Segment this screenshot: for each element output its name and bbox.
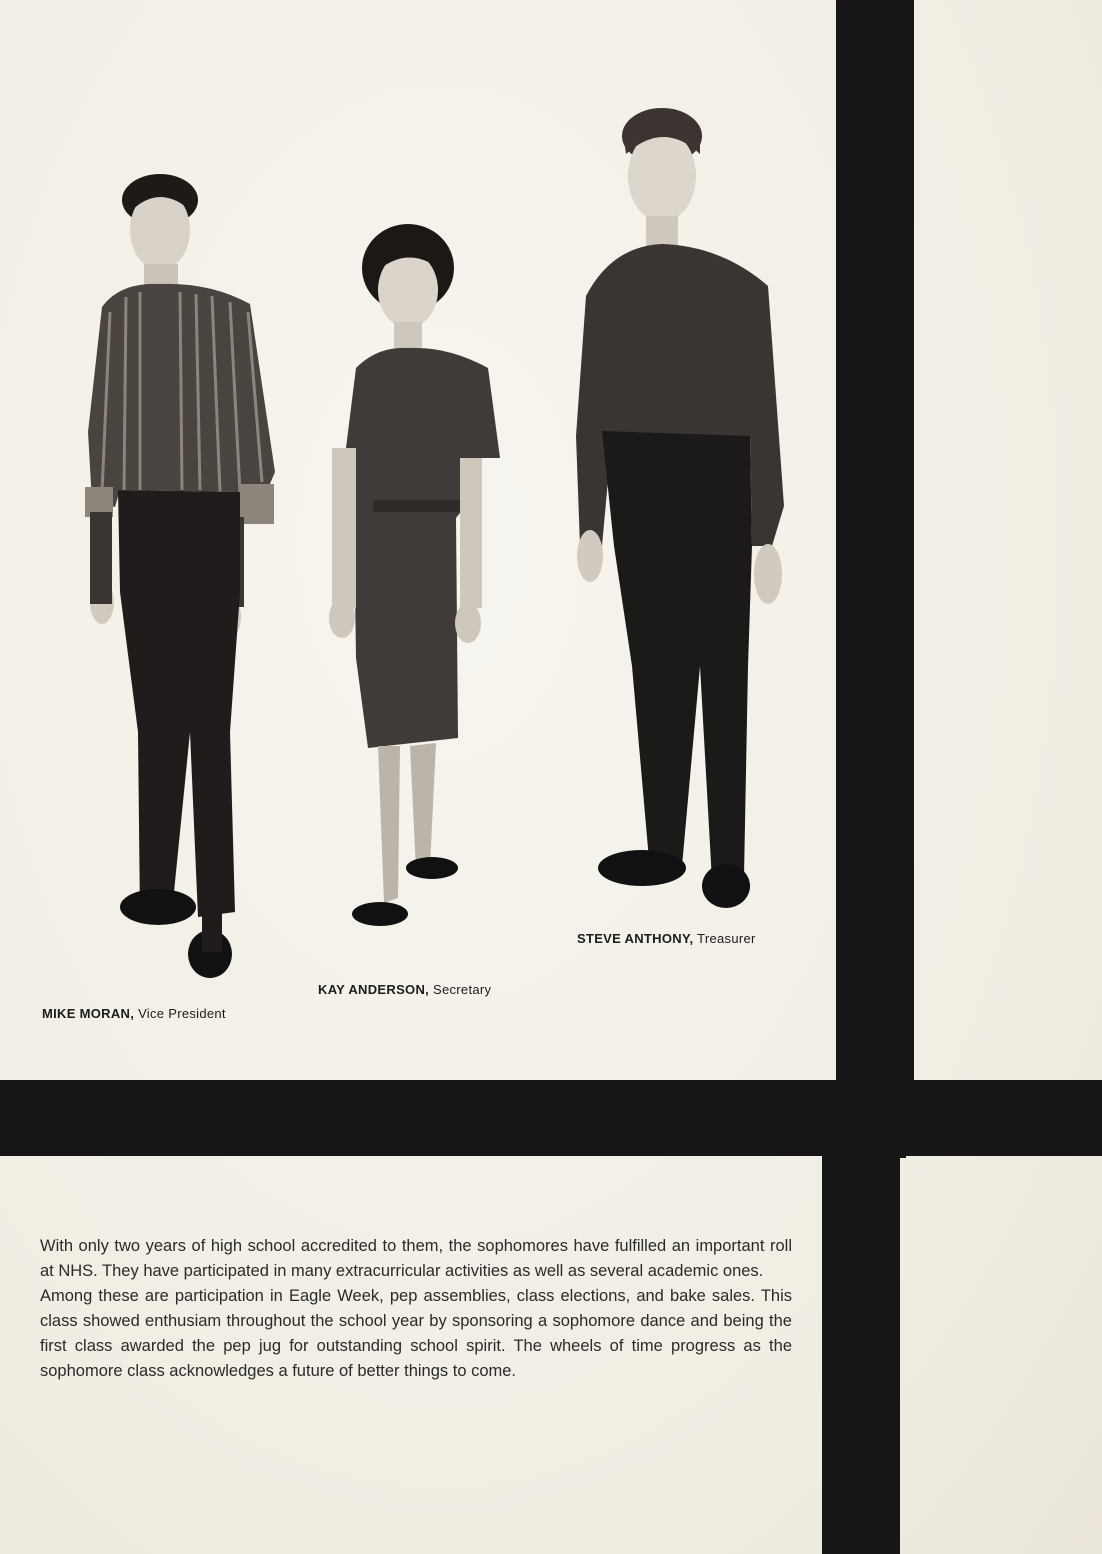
caption-steve-anthony — [577, 931, 756, 946]
vertical-bar-bottom — [822, 1156, 900, 1554]
body-paragraph-1: With only two years of high school accredited to them, the sophomores have fulfilled an important roll at NHS. They have participated in many extracurricular activities as well as several academic ones. — [40, 1237, 792, 1280]
person-name: STEVE ANTHONY, — [577, 931, 694, 946]
photo-kay-anderson — [318, 218, 508, 938]
vertical-bar-top — [836, 0, 914, 1082]
person-name: MIKE MORAN, — [42, 1006, 135, 1021]
photo-steve-anthony — [572, 106, 794, 912]
person-role: Treasurer — [697, 931, 756, 946]
person-role: Secretary — [432, 982, 492, 997]
photo-mike-moran — [80, 172, 295, 982]
body-paragraph-2: Among these are participation in Eagle Week, pep assemblies, class elections, and bake sales. This class showed enthusiam throughout the school year by sponsoring a sophomore dance and being the first class awarded the pep jug for outstanding school spirit. The wheels of time progress as the sophomore class acknowledges a future of better things to come. — [40, 1287, 792, 1380]
horizontal-bar — [0, 1080, 1102, 1156]
person-role: Vice President — [138, 1006, 226, 1021]
person-name: KAY ANDERSON, — [318, 982, 430, 997]
caption-mike-moran — [42, 1006, 226, 1021]
body-text — [40, 1234, 792, 1384]
caption-kay-anderson — [318, 982, 491, 997]
